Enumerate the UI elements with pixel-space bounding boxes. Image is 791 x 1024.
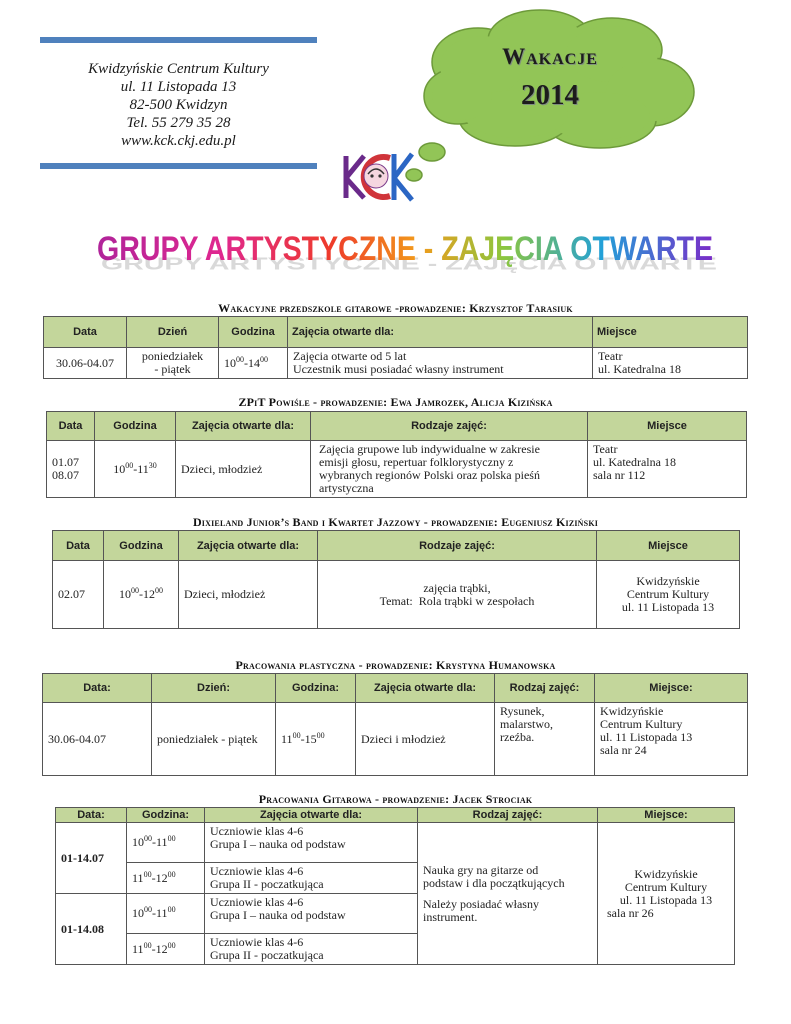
hour-to: 14: [248, 355, 260, 370]
col-header: Data:: [56, 808, 127, 823]
col-header: Rodzaj zajęć:: [418, 808, 598, 823]
cell-date: 01-14.07: [56, 823, 127, 894]
col-header: Zajęcia otwarte dla:: [356, 674, 495, 703]
table-row: [47, 441, 747, 498]
cell-hours: $11^{00}-12^{00}$: [127, 934, 205, 965]
kck-logo-icon: [338, 146, 418, 208]
cell-audience: Dzieci i młodzież: [356, 703, 495, 776]
cell-date: 01-14.08: [56, 894, 127, 965]
location-line: sala nr 112: [593, 468, 646, 482]
audience-line: Uczniowie klas 4-6: [210, 864, 304, 878]
cell-activity-types: [311, 441, 588, 498]
hour-to-minutes: 00: [167, 905, 176, 914]
hour-from-minutes: 00: [292, 730, 301, 740]
hour-from-minutes: 00: [143, 869, 152, 879]
audience-line: Uczniowie klas 4-6: [210, 895, 304, 909]
table-header-row: [43, 674, 748, 703]
cell-audience: [205, 863, 418, 894]
activity-line: malarstwo,: [500, 717, 553, 731]
audience-line: Grupa I – nauka od podstaw: [210, 908, 346, 922]
col-header: Data:: [43, 674, 152, 703]
date-line: 01.07: [52, 455, 79, 469]
location-line: ul. 11 Listopada 13: [619, 892, 713, 907]
location-line: ul. 11 Listopada 13: [621, 600, 715, 614]
col-header: Godzina: [219, 317, 288, 348]
section-title-zpit-powisle: ZPiT Powiśle - prowadzenie: Ewa Jamrozek, Alicja Kizińska: [238, 395, 553, 409]
hour-from: 10: [113, 461, 126, 476]
hour-from-minutes: 00: [236, 354, 244, 364]
activity-line: rzeźba.: [500, 730, 535, 744]
section-title-guitar-studio: Pracowania Gitarowa - prowadzenie: Jacek Strociak: [258, 792, 533, 806]
svg-text:GRUPY ARTYSTYCZNE - ZAJĘCIA OT: GRUPY ARTYSTYCZNE - ZAJĘCIA OTWARTE: [101, 254, 718, 274]
col-header: Godzina:: [127, 808, 205, 823]
table-row: [43, 703, 748, 776]
cloud-title: Wakacje: [502, 44, 598, 69]
col-header: Miejsce:: [595, 674, 748, 703]
table-header-row: [47, 412, 747, 441]
cell-date: 30.06-04.07: [43, 703, 152, 776]
col-header: Miejsce: [588, 412, 747, 441]
day-line: poniedziałek: [141, 349, 204, 363]
audience-line: Grupa I – nauka od podstaw: [210, 837, 346, 851]
location-line: Centrum Kultury: [600, 717, 683, 731]
col-header: Data: [53, 531, 104, 561]
cell-location: [595, 703, 748, 776]
hour-from: 10: [132, 835, 144, 849]
activity-line: Nauka gry na gitarze od: [423, 862, 539, 877]
col-header: Data: [47, 412, 95, 441]
address-line-website: www.kck.ckj.edu.pl: [121, 133, 236, 149]
section-title-dixieland: Dixieland Junior’s Band i Kwartet Jazzowy - prowadzenie: Eugeniusz Kiziński: [192, 515, 599, 529]
hour-from-minutes: 00: [144, 834, 152, 843]
cell-activity-types: [318, 561, 597, 629]
hour-to: 11: [137, 461, 149, 476]
cell-location: [588, 441, 747, 498]
schedule-table-art-studio: [42, 673, 748, 776]
section-title-guitar-preschool: Wakacyjne przedszkole gitarowe -prowadzenie: Krzysztof Tarasiuk: [218, 301, 573, 315]
location-line: sala nr 24: [600, 743, 647, 757]
col-header: Godzina: [104, 531, 179, 561]
cell-day: [127, 348, 219, 379]
location-line: ul. Katedralna 18: [598, 362, 681, 376]
col-header: Miejsce: [597, 531, 740, 561]
table-row: [53, 561, 740, 629]
location-line: Kwidzyńskie: [636, 574, 700, 588]
location-line: Centrum Kultury: [624, 879, 708, 894]
cell-hours: $10^{00}-12^{00}$: [104, 561, 179, 629]
location-line: Kwidzyńskie: [600, 704, 664, 718]
address-line-city: 82-500 Kwidzyn: [129, 97, 228, 113]
cell-audience: Dzieci, młodzież: [176, 441, 311, 498]
cell-date: 02.07: [53, 561, 104, 629]
location-line: ul. Katedralna 18: [593, 455, 676, 469]
col-header: Dzień: [127, 317, 219, 348]
col-header: Rodzaje zajęć:: [311, 412, 588, 441]
activity-line: Rysunek,: [500, 704, 545, 718]
hour-to-minutes: 00: [167, 834, 176, 843]
hour-to-minutes: 00: [260, 354, 268, 364]
table-row: [44, 348, 748, 379]
cell-audience: [205, 934, 418, 965]
location-line: Teatr: [593, 442, 618, 456]
cell-activity-types: [495, 703, 595, 776]
table-row: [56, 823, 735, 863]
col-header: Godzina: [95, 412, 176, 441]
cell-audience: [205, 823, 418, 863]
col-header: Data: [44, 317, 127, 348]
cell-hours: $11^{00}-12^{00}$: [127, 863, 205, 894]
cell-hours: $10^{00}-11^{00}$: [127, 823, 205, 863]
col-header: Zajęcia otwarte dla:: [205, 808, 418, 823]
address-line-street: ul. 11 Listopada 13: [120, 79, 237, 95]
cell-date: 30.06-04.07: [44, 348, 127, 379]
section-title-art-studio: Pracowania plastyczna - prowadzenie: Krystyna Humanowska: [235, 658, 556, 672]
table-header-row: [56, 808, 735, 823]
hour-to: 12: [143, 587, 155, 601]
hour-from: 10: [132, 906, 144, 920]
col-header: Miejsce: [593, 317, 748, 348]
banner-text: GRUPY ARTYSTYCZNE - ZAJĘCIA OTWARTE: [97, 230, 713, 268]
schedule-table-guitar-studio: [55, 807, 735, 965]
cell-date: [47, 441, 95, 498]
col-header: Rodzaj zajęć:: [495, 674, 595, 703]
hour-to-minutes: 30: [148, 460, 157, 470]
cell-audience: [288, 348, 593, 379]
hour-from: 11: [132, 870, 144, 885]
cell-day: poniedziałek - piątek: [152, 703, 276, 776]
col-header: Godzina:: [276, 674, 356, 703]
location-line: sala nr 26: [607, 905, 654, 920]
activity-line: podstaw i dla początkujących: [423, 875, 565, 890]
hour-from: 10: [119, 587, 131, 601]
hour-to-minutes: 00: [167, 940, 176, 950]
activity-line: wybranych regionów Polski oraz polska pieśń: [319, 468, 540, 482]
schedule-table-guitar-preschool: [43, 316, 748, 379]
activity-line: instrument.: [423, 909, 478, 924]
cell-location: [593, 348, 748, 379]
banner-title: [85, 224, 725, 276]
address-line-org: Kwidzyńskie Centrum Kultury: [88, 61, 269, 77]
location-line: ul. 11 Listopada 13: [600, 730, 693, 744]
address-line-phone: Tel. 55 279 35 28: [126, 115, 231, 131]
col-header: Zajęcia otwarte dla:: [179, 531, 318, 561]
cell-hours: $11^{00}-15^{00}$: [276, 703, 356, 776]
cell-hours: $10^{00}-11^{00}$: [127, 894, 205, 934]
hour-to-minutes: 00: [155, 586, 163, 595]
hour-from: 11: [281, 731, 293, 746]
activity-line: Zajęcia grupowe lub indywidualne w zakresie: [319, 442, 540, 456]
col-header: Zajęcia otwarte dla:: [176, 412, 311, 441]
audience-line: Uczestnik musi posiadać własny instrument: [293, 362, 504, 376]
col-header: Zajęcia otwarte dla:: [288, 317, 593, 348]
table-header-row: [53, 531, 740, 561]
hour-from: 11: [132, 941, 144, 956]
col-header: Dzień:: [152, 674, 276, 703]
hour-to: 11: [156, 906, 168, 920]
table-header-row: [44, 317, 748, 348]
hour-from-minutes: 00: [144, 905, 152, 914]
cell-audience: [205, 894, 418, 934]
cell-location: [597, 561, 740, 629]
cloud-year: 2014: [521, 79, 579, 111]
audience-line: Grupa II - poczatkująca: [210, 877, 324, 891]
hour-to: 12: [155, 870, 168, 885]
audience-line: Uczniowie klas 4-6: [210, 824, 304, 838]
schedule-table-zpit-powisle: [46, 411, 747, 498]
hour-to: 12: [155, 941, 168, 956]
activity-line: zajęcia trąbki,: [423, 580, 491, 595]
day-line: - piątek: [154, 362, 191, 376]
hour-from-minutes: 00: [125, 460, 134, 470]
location-line: Teatr: [598, 349, 623, 363]
hour-from-minutes: 00: [131, 586, 139, 595]
audience-line: Uczniowie klas 4-6: [210, 935, 304, 949]
cell-audience: Dzieci, młodzież: [179, 561, 318, 629]
hour-from: 10: [224, 355, 236, 370]
col-header: Rodzaje zajęć:: [318, 531, 597, 561]
activity-line: Temat: Rola trąbki w zespołach: [379, 593, 535, 608]
location-line: Kwidzyńskie: [634, 866, 698, 881]
location-line: Centrum Kultury: [626, 587, 710, 601]
cell-location: [598, 823, 735, 965]
hour-to: 15: [304, 731, 317, 746]
hour-to: 11: [156, 835, 168, 849]
activity-line: Należy posiadać własny: [423, 896, 539, 911]
hour-to-minutes: 00: [316, 730, 325, 740]
audience-line: Grupa II - poczatkująca: [210, 948, 324, 962]
hour-from-minutes: 00: [143, 940, 152, 950]
cell-hours: $10^{00}-14^{00}$: [219, 348, 288, 379]
date-line: 08.07: [52, 468, 79, 482]
col-header: Miejsce:: [598, 808, 735, 823]
schedule-table-dixieland: [52, 530, 740, 629]
cell-activity-types: [418, 823, 598, 965]
audience-line: Zajęcia otwarte od 5 lat: [293, 349, 407, 363]
activity-line: emisji głosu, repertuar folklorystyczny z: [319, 455, 514, 469]
cell-hours: $10^{00}-11^{30}$: [95, 441, 176, 498]
hour-to-minutes: 00: [167, 869, 176, 879]
activity-line: artystyczna: [319, 481, 374, 495]
